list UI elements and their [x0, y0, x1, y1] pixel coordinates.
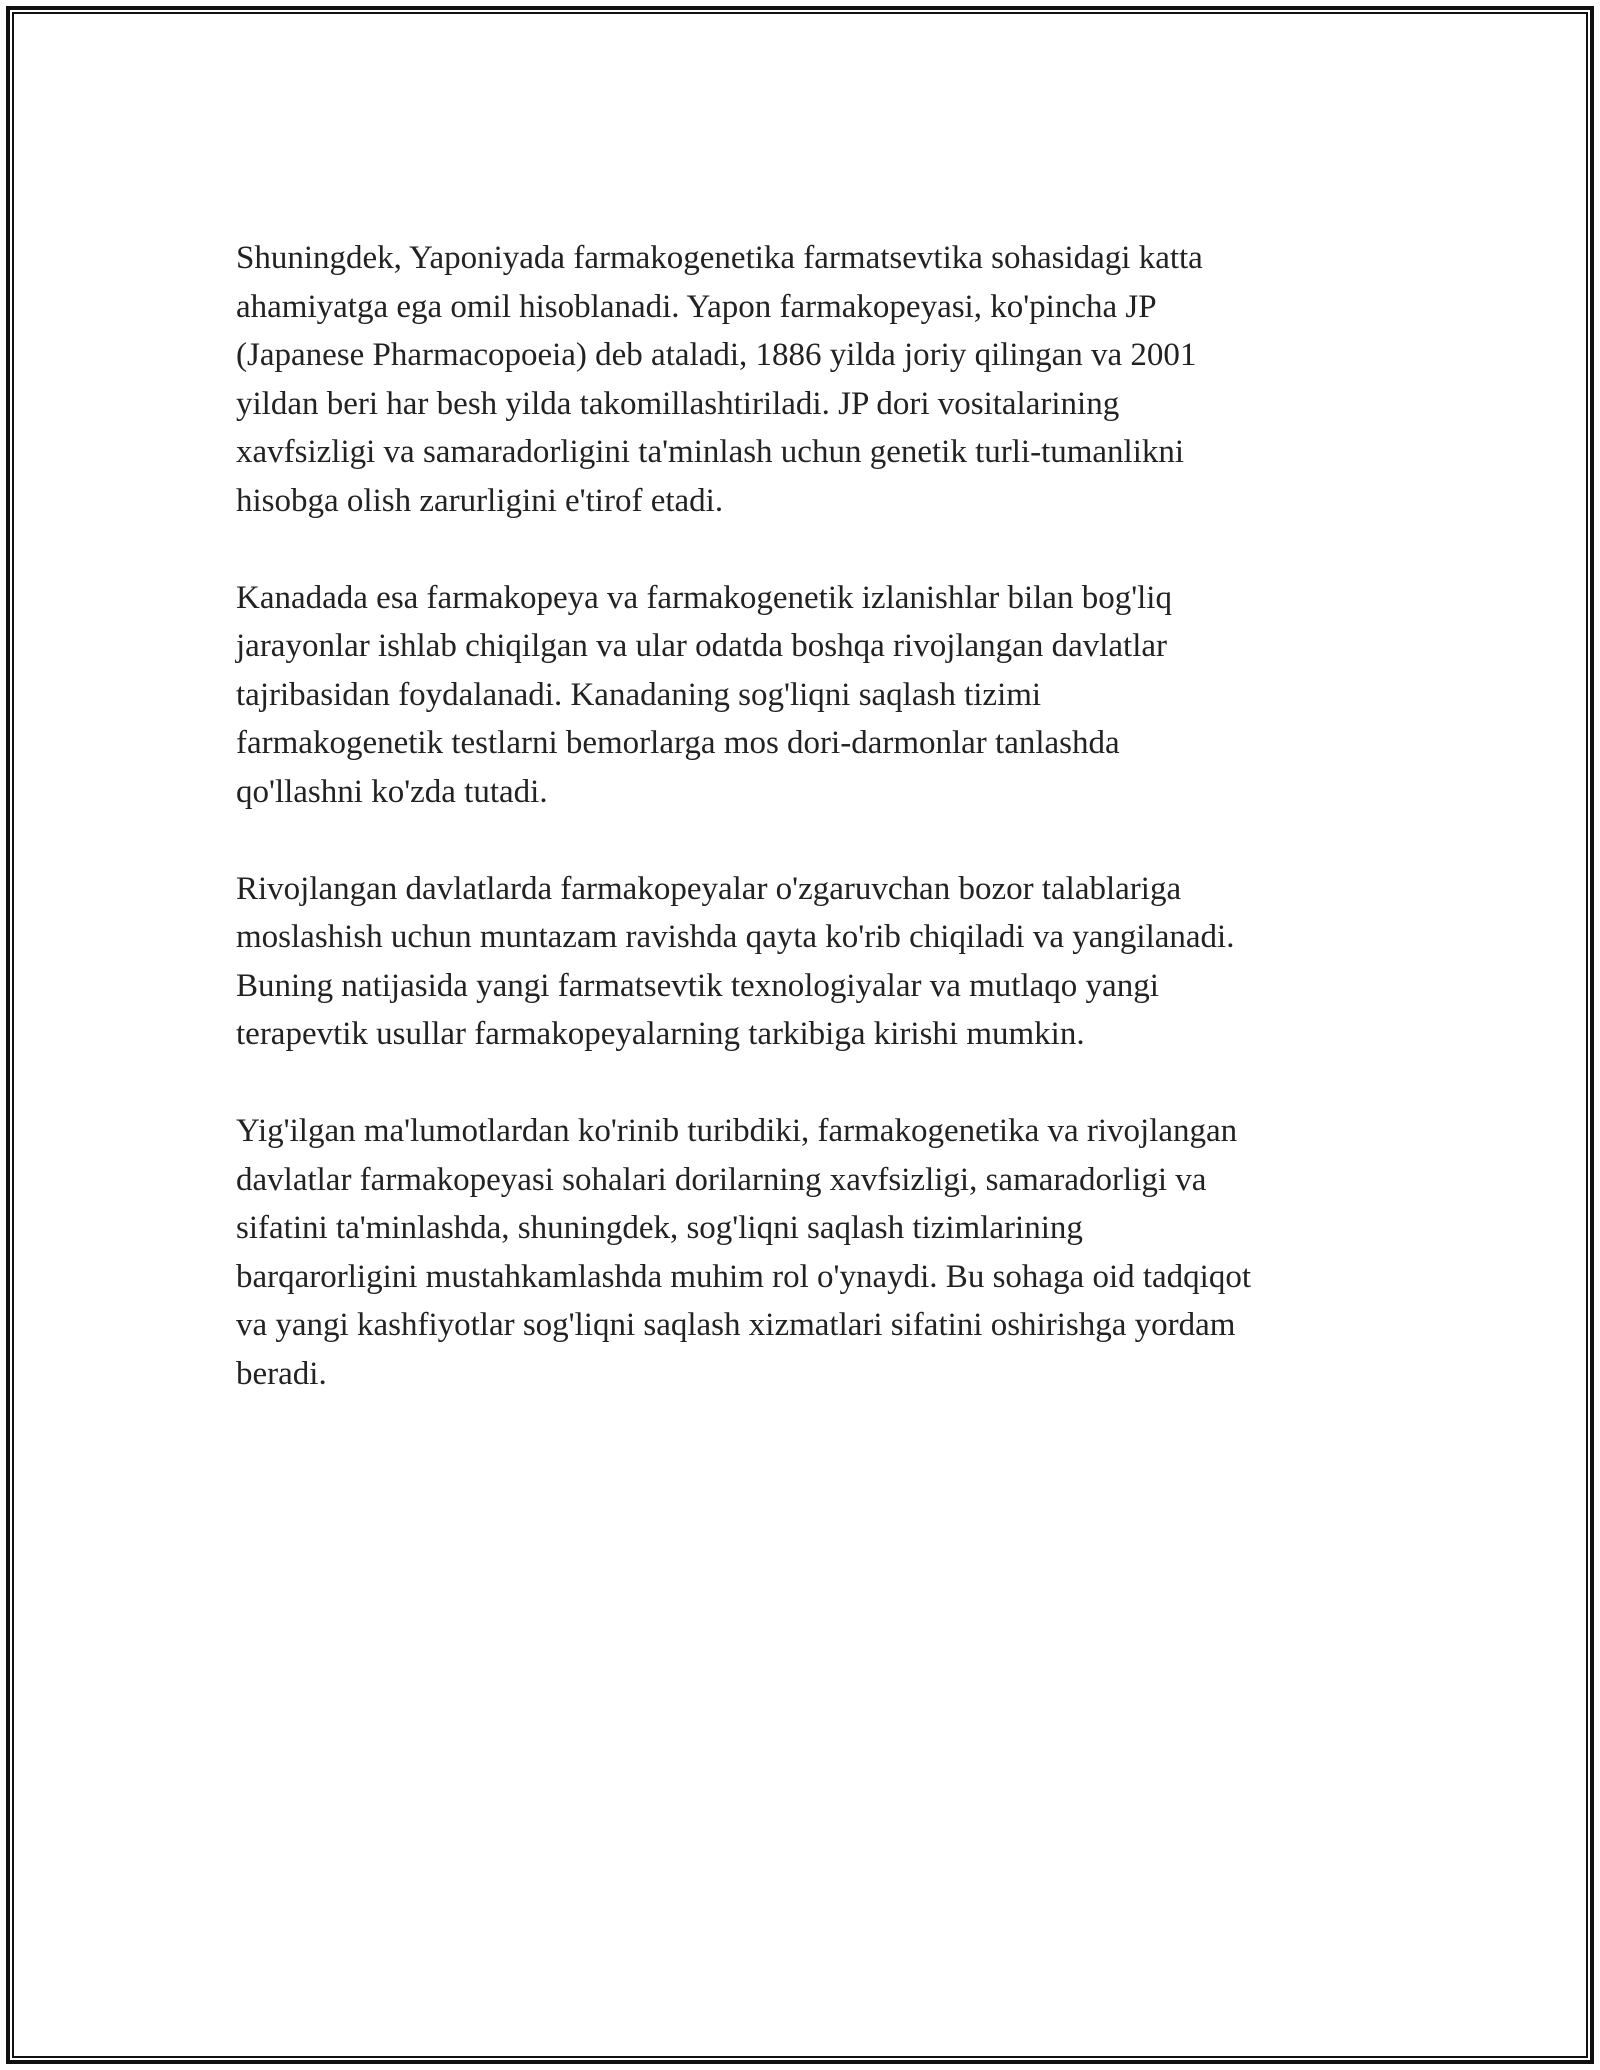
paragraph-line: Rivojlangan davlatlarda farmakopeyalar o'zgaruvchan bozor talablariga [236, 870, 1182, 907]
paragraph-line: Buning natijasida yangi farmatsevtik texnologiyalar va mutlaqo yangi [236, 967, 1159, 1004]
paragraph-line: Kanadada esa farmakopeya va farmakogenetik izlanishlar bilan bog'liq [236, 579, 1172, 616]
paragraph-line: farmakogenetik testlarni bemorlarga mos dori-darmonlar tanlashda [236, 725, 1120, 761]
paragraph-line: (Japanese Pharmacopoeia) deb ataladi, 1886 yilda joriy qilingan va 2001 [236, 337, 1197, 373]
paragraph-line: terapevtik usullar farmakopeyalarning tarkibiga kirishi mumkin. [236, 1016, 1085, 1052]
paragraph-line: moslashish uchun muntazam ravishda qayta ko'rib chiqiladi va yangilanadi. [236, 919, 1235, 955]
paragraph-conclusion [236, 1107, 1376, 1398]
paragraph-line: Yig'ilgan ma'lumotlardan ko'rinib turibdiki, farmakogenetika va rivojlangan [236, 1113, 1238, 1149]
paragraph-developed-countries [236, 865, 1376, 1059]
paragraph-line: yildan beri har besh yilda takomillashtiriladi. JP dori vositalarining [236, 385, 1120, 422]
paragraph-japan [236, 234, 1376, 525]
paragraph-line: qo'llashni ko'zda tutadi. [236, 773, 548, 810]
paragraph-line: davlatlar farmakopeyasi sohalari dorilarning xavfsizligi, samaradorligi va [236, 1161, 1207, 1198]
paragraph-line: hisobga olish zarurligini e'tirof etadi. [236, 482, 724, 519]
paragraph-line: va yangi kashfiyotlar sog'liqni saqlash xizmatlari sifatini oshirishga yordam [236, 1307, 1236, 1343]
paragraph-line: barqarorligini mustahkamlashda muhim rol o'ynaydi. Bu sohaga oid tadqiqot [236, 1258, 1252, 1295]
paragraph-line: tajribasidan foydalanadi. Kanadaning sog'liqni saqlash tizimi [236, 676, 1042, 713]
paragraph-line: beradi. [236, 1355, 327, 1392]
paragraph-line: Shuningdek, Yaponiyada farmakogenetika farmatsevtika sohasidagi katta [236, 240, 1203, 276]
paragraph-line: jarayonlar ishlab chiqilgan va ular odatda boshqa rivojlangan davlatlar [236, 628, 1168, 664]
paragraph-line: xavfsizligi va samaradorligini ta'minlash uchun genetik turli-tumanlikni [236, 434, 1185, 470]
document-body [236, 234, 1376, 1447]
paragraph-line: ahamiyatga ega omil hisoblanadi. Yapon farmakopeyasi, ko'pincha JP [236, 288, 1157, 325]
paragraph-line: sifatini ta'minlashda, shuningdek, sog'liqni saqlash tizimlarining [236, 1210, 1083, 1246]
paragraph-canada [236, 574, 1376, 817]
